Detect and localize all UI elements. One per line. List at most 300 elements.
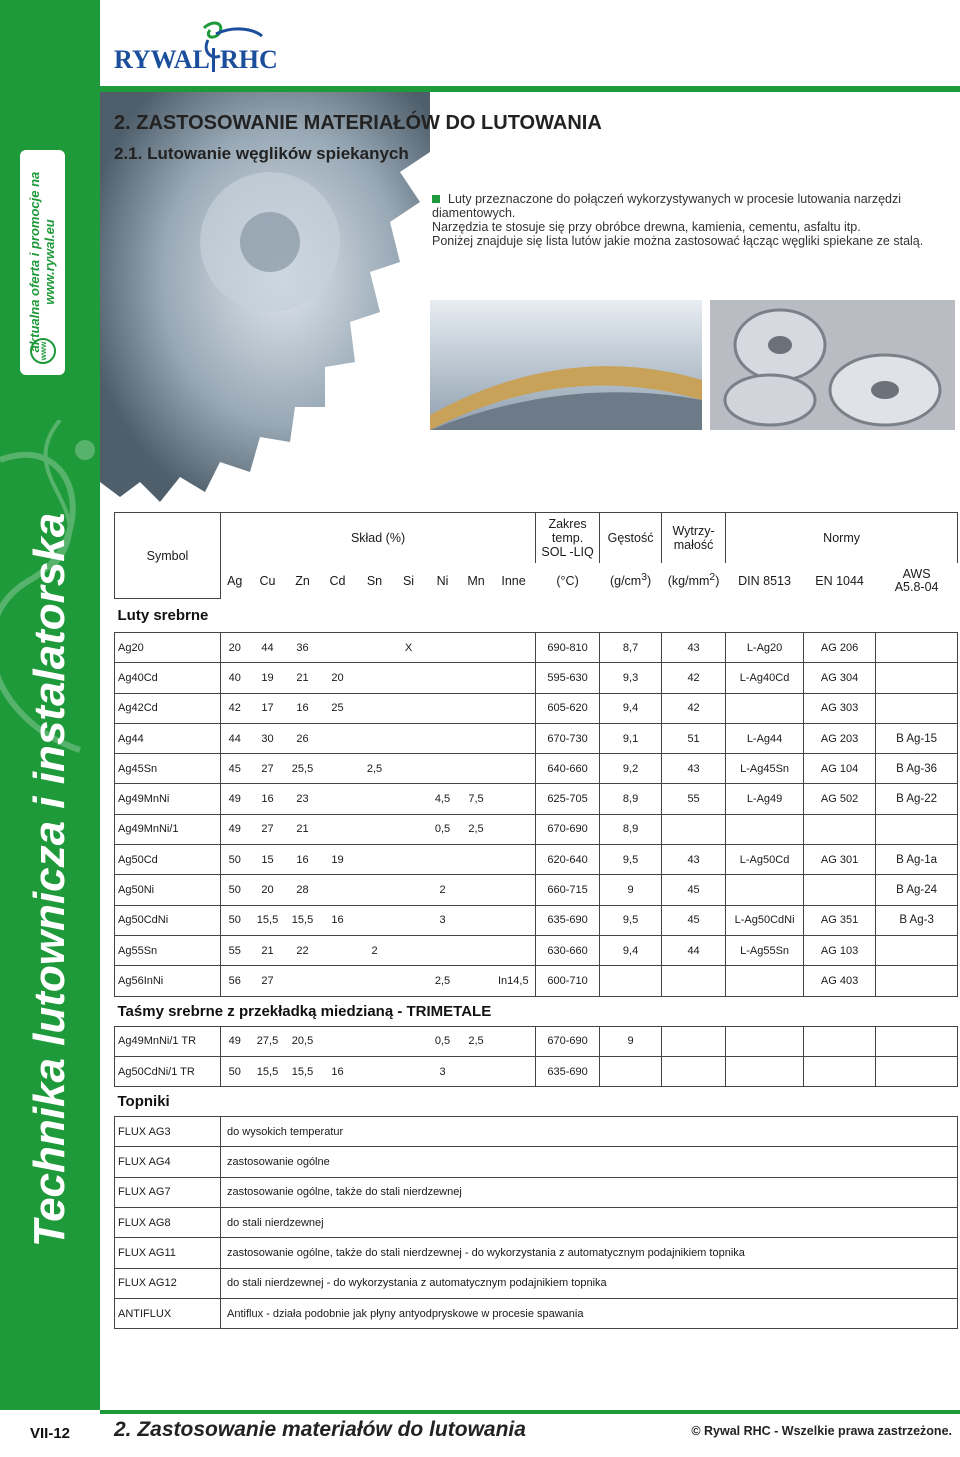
composition-cell: 15,5 bbox=[287, 905, 319, 935]
en-cell: AG 301 bbox=[804, 845, 876, 875]
composition-cell: 7,5 bbox=[461, 784, 492, 814]
strength-cell: 43 bbox=[662, 633, 726, 663]
composition-cell: 2,5 bbox=[425, 966, 461, 996]
composition-cell bbox=[357, 784, 393, 814]
composition-cell: 26 bbox=[287, 723, 319, 753]
strength-cell: 44 bbox=[662, 935, 726, 965]
copyright-notice: © Rywal RHC - Wszelkie prawa zastrzeżone. bbox=[691, 1424, 952, 1438]
table-row bbox=[115, 1177, 958, 1207]
symbol-cell: Ag49MnNi bbox=[115, 784, 221, 814]
table-row bbox=[115, 784, 958, 814]
flux-description-cell: zastosowanie ogólne, także do stali nierdzewnej - do wykorzystania z automatycznym podajnikiem topnika bbox=[221, 1238, 958, 1268]
composition-cell bbox=[461, 905, 492, 935]
symbol-cell: Ag50CdNi/1 TR bbox=[115, 1056, 221, 1086]
composition-cell: 20 bbox=[249, 875, 287, 905]
en-cell: AG 403 bbox=[804, 966, 876, 996]
promo-banner[interactable] bbox=[20, 150, 65, 375]
density-cell: 9 bbox=[600, 1026, 662, 1056]
composition-cell bbox=[357, 633, 393, 663]
strength-cell: 45 bbox=[662, 905, 726, 935]
diamond-saw-segment-photo bbox=[430, 300, 702, 430]
composition-cell bbox=[319, 633, 357, 663]
element-header: Cd bbox=[329, 573, 346, 588]
strength-cell: 43 bbox=[662, 845, 726, 875]
composition-cell: 27 bbox=[249, 966, 287, 996]
table-row bbox=[115, 845, 958, 875]
composition-cell: 50 bbox=[221, 875, 249, 905]
table-row bbox=[115, 905, 958, 935]
composition-cell bbox=[357, 814, 393, 844]
composition-cell: 3 bbox=[425, 1056, 461, 1086]
composition-cell bbox=[357, 905, 393, 935]
section-silver-solders: Luty srebrne bbox=[117, 607, 209, 624]
en-cell bbox=[804, 814, 876, 844]
density-cell: 9 bbox=[600, 875, 662, 905]
temp-cell: 660-715 bbox=[536, 875, 600, 905]
aws-cell: B Ag-3 bbox=[876, 905, 958, 935]
en-cell: AG 103 bbox=[804, 935, 876, 965]
din-cell bbox=[726, 1026, 804, 1056]
temperature-header: Zakres temp. SOL -LIQ bbox=[536, 513, 600, 563]
density-cell bbox=[600, 1056, 662, 1086]
composition-cell bbox=[425, 845, 461, 875]
grinding-wheels-photo bbox=[710, 300, 955, 430]
aws-cell: B Ag-36 bbox=[876, 754, 958, 784]
composition-cell: 56 bbox=[221, 966, 249, 996]
din-cell bbox=[726, 814, 804, 844]
composition-cell: 49 bbox=[221, 814, 249, 844]
flux-symbol-cell: FLUX AG4 bbox=[115, 1147, 221, 1177]
temp-cell: 670-730 bbox=[536, 723, 600, 753]
symbol-cell: Ag45Sn bbox=[115, 754, 221, 784]
symbol-cell: Ag56InNi bbox=[115, 966, 221, 996]
intro-text: Luty przeznaczone do połączeń wykorzystywanych w procesie lutowania narzędzi diamentowych. Narzędzia te stosuje się przy obróbce drewna, kamienia, cementu, asfaltu itp. Poniżej znajduje się lista lutów jakie można zastosować łącząc węgliki spiekane ze stalą. bbox=[432, 192, 924, 248]
din-cell: L-Ag55Sn bbox=[726, 935, 804, 965]
composition-cell: 15,5 bbox=[287, 1056, 319, 1086]
composition-cell bbox=[425, 663, 461, 693]
element-header: Mn bbox=[467, 573, 485, 588]
composition-cell bbox=[357, 1026, 393, 1056]
temp-cell: 635-690 bbox=[536, 1056, 600, 1086]
composition-cell: 17 bbox=[249, 693, 287, 723]
composition-cell: 49 bbox=[221, 1026, 249, 1056]
symbol-cell: Ag40Cd bbox=[115, 663, 221, 693]
section-title: 2. ZASTOSOWANIE MATERIAŁÓW DO LUTOWANIA bbox=[114, 112, 602, 134]
flux-symbol-cell: FLUX AG8 bbox=[115, 1208, 221, 1238]
element-header: Cu bbox=[259, 573, 276, 588]
density-cell: 9,5 bbox=[600, 905, 662, 935]
en-cell: AG 351 bbox=[804, 905, 876, 935]
symbol-cell: Ag50Ni bbox=[115, 875, 221, 905]
table-row bbox=[115, 1208, 958, 1238]
composition-cell bbox=[492, 875, 536, 905]
symbol-cell: Ag55Sn bbox=[115, 935, 221, 965]
density-cell: 8,9 bbox=[600, 784, 662, 814]
flux-description-cell: zastosowanie ogólne, także do stali nierdzewnej bbox=[221, 1177, 958, 1207]
composition-cell bbox=[357, 723, 393, 753]
fluxes-body bbox=[115, 1117, 958, 1329]
footer-title: 2. Zastosowanie materiałów do lutowania bbox=[114, 1418, 526, 1441]
table-row bbox=[115, 754, 958, 784]
composition-cell bbox=[357, 663, 393, 693]
temp-cell: 620-640 bbox=[536, 845, 600, 875]
table-row bbox=[115, 1268, 958, 1298]
page-number: VII-12 bbox=[29, 1425, 71, 1442]
composition-cell: 16 bbox=[319, 1056, 357, 1086]
composition-cell bbox=[461, 723, 492, 753]
composition-cell: 30 bbox=[249, 723, 287, 753]
en-cell: AG 502 bbox=[804, 784, 876, 814]
composition-cell bbox=[461, 845, 492, 875]
table-row bbox=[115, 1298, 958, 1328]
en-cell bbox=[804, 1056, 876, 1086]
strength-cell: 51 bbox=[662, 723, 726, 753]
composition-cell bbox=[461, 966, 492, 996]
composition-cell: In14,5 bbox=[492, 966, 536, 996]
composition-cell: 2,5 bbox=[461, 1026, 492, 1056]
composition-cell bbox=[319, 814, 357, 844]
composition-cell bbox=[492, 1026, 536, 1056]
din-cell bbox=[726, 693, 804, 723]
composition-cell: 16 bbox=[249, 784, 287, 814]
aws-cell bbox=[876, 663, 958, 693]
norm-din-header: DIN 8513 bbox=[738, 573, 791, 588]
strength-cell bbox=[662, 966, 726, 996]
flux-symbol-cell: FLUX AG7 bbox=[115, 1177, 221, 1207]
composition-cell bbox=[492, 693, 536, 723]
composition-cell bbox=[492, 845, 536, 875]
temp-cell: 630-660 bbox=[536, 935, 600, 965]
composition-cell: 42 bbox=[221, 693, 249, 723]
strength-cell: 42 bbox=[662, 663, 726, 693]
din-cell bbox=[726, 875, 804, 905]
density-header: Gęstość bbox=[600, 513, 662, 563]
composition-cell bbox=[393, 875, 425, 905]
composition-cell bbox=[492, 663, 536, 693]
strength-cell bbox=[662, 1026, 726, 1056]
din-cell: L-Ag49 bbox=[726, 784, 804, 814]
density-cell: 9,4 bbox=[600, 935, 662, 965]
composition-cell: 19 bbox=[249, 663, 287, 693]
temp-cell: 600-710 bbox=[536, 966, 600, 996]
composition-cell: 20,5 bbox=[287, 1026, 319, 1056]
table-row bbox=[115, 723, 958, 753]
composition-cell: X bbox=[393, 633, 425, 663]
composition-cell bbox=[393, 784, 425, 814]
en-cell: AG 206 bbox=[804, 633, 876, 663]
section-trimetal: Taśmy srebrne z przekładką miedzianą - TRIMETALE bbox=[117, 1002, 492, 1020]
composition-cell: 22 bbox=[287, 935, 319, 965]
temp-cell: 595-630 bbox=[536, 663, 600, 693]
composition-cell: 36 bbox=[287, 633, 319, 663]
symbol-cell: Ag49MnNi/1 bbox=[115, 814, 221, 844]
density-cell: 8,7 bbox=[600, 633, 662, 663]
en-cell: AG 303 bbox=[804, 693, 876, 723]
aws-cell bbox=[876, 693, 958, 723]
strength-cell: 42 bbox=[662, 693, 726, 723]
table-row bbox=[115, 693, 958, 723]
temp-cell: 670-690 bbox=[536, 1026, 600, 1056]
flux-symbol-cell: FLUX AG12 bbox=[115, 1268, 221, 1298]
composition-cell: 20 bbox=[221, 633, 249, 663]
composition-cell: 25 bbox=[319, 693, 357, 723]
composition-cell bbox=[319, 784, 357, 814]
element-header: Inne bbox=[501, 573, 526, 588]
aws-cell: B Ag-1a bbox=[876, 845, 958, 875]
flux-symbol-cell: FLUX AG3 bbox=[115, 1117, 221, 1147]
element-header: Zn bbox=[295, 573, 310, 588]
svg-text:RYWAL: RYWAL bbox=[114, 45, 210, 74]
composition-cell: 25,5 bbox=[287, 754, 319, 784]
composition-cell bbox=[393, 935, 425, 965]
norm-aws-header: AWS A5.8-04 bbox=[894, 566, 939, 594]
composition-cell: 27,5 bbox=[249, 1026, 287, 1056]
composition-cell: 16 bbox=[287, 693, 319, 723]
din-cell bbox=[726, 966, 804, 996]
element-header: Ag bbox=[221, 563, 249, 599]
aws-cell: B Ag-15 bbox=[876, 723, 958, 753]
composition-cell bbox=[319, 875, 357, 905]
din-cell: L-Ag50Cd bbox=[726, 845, 804, 875]
composition-cell: 4,5 bbox=[425, 784, 461, 814]
composition-cell bbox=[425, 633, 461, 663]
aws-cell: B Ag-22 bbox=[876, 784, 958, 814]
table-row bbox=[115, 633, 958, 663]
composition-cell bbox=[319, 966, 357, 996]
composition-cell: 2,5 bbox=[461, 814, 492, 844]
composition-cell: 50 bbox=[221, 1056, 249, 1086]
composition-cell bbox=[492, 1056, 536, 1086]
composition-cell: 2 bbox=[357, 935, 393, 965]
flux-description-cell: do stali nierdzewnej bbox=[221, 1208, 958, 1238]
composition-cell bbox=[461, 1056, 492, 1086]
composition-cell: 16 bbox=[319, 905, 357, 935]
composition-cell: 27 bbox=[249, 814, 287, 844]
composition-cell bbox=[492, 905, 536, 935]
en-cell: AG 304 bbox=[804, 663, 876, 693]
composition-cell: 19 bbox=[319, 845, 357, 875]
temp-cell: 635-690 bbox=[536, 905, 600, 935]
din-cell: L-Ag50CdNi bbox=[726, 905, 804, 935]
flux-description-cell: do stali nierdzewnej - do wykorzystania z automatycznym podajnikiem topnika bbox=[221, 1268, 958, 1298]
temperature-unit: (°C) bbox=[556, 573, 579, 588]
composition-cell bbox=[425, 754, 461, 784]
composition-cell: 21 bbox=[287, 663, 319, 693]
sidebar bbox=[0, 0, 100, 1410]
flux-description-cell: zastosowanie ogólne bbox=[221, 1147, 958, 1177]
table-row bbox=[115, 814, 958, 844]
composition-cell bbox=[461, 875, 492, 905]
promo-text: aktualna oferta i promocje na www.rywal.eu bbox=[27, 171, 57, 353]
composition-cell bbox=[319, 935, 357, 965]
footer-stripe bbox=[100, 1410, 960, 1414]
composition-cell bbox=[393, 723, 425, 753]
composition-cell: 49 bbox=[221, 784, 249, 814]
composition-cell bbox=[492, 633, 536, 663]
en-cell: AG 104 bbox=[804, 754, 876, 784]
norm-en-header: EN 1044 bbox=[815, 573, 864, 588]
composition-cell bbox=[393, 663, 425, 693]
temp-cell: 625-705 bbox=[536, 784, 600, 814]
composition-cell: 15 bbox=[249, 845, 287, 875]
aws-cell bbox=[876, 935, 958, 965]
element-header: Ni bbox=[436, 573, 449, 588]
composition-cell: 27 bbox=[249, 754, 287, 784]
composition-cell bbox=[393, 845, 425, 875]
subsection-title: 2.1. Lutowanie węglików spiekanych bbox=[114, 144, 409, 163]
element-header: Si bbox=[402, 573, 415, 588]
composition-header: Skład (%) bbox=[221, 513, 536, 563]
composition-cell bbox=[393, 1056, 425, 1086]
composition-cell bbox=[461, 693, 492, 723]
norms-header: Normy bbox=[726, 513, 958, 563]
solder-table bbox=[114, 512, 956, 1329]
composition-cell bbox=[393, 814, 425, 844]
vertical-catalog-title: Technika lutownicza i instalatorska bbox=[25, 512, 74, 1248]
composition-cell: 15,5 bbox=[249, 1056, 287, 1086]
density-cell bbox=[600, 966, 662, 996]
composition-cell bbox=[357, 875, 393, 905]
composition-cell: 3 bbox=[425, 905, 461, 935]
table-row bbox=[115, 1117, 958, 1147]
composition-cell bbox=[319, 754, 357, 784]
composition-cell bbox=[357, 1056, 393, 1086]
composition-cell bbox=[461, 663, 492, 693]
table-row bbox=[115, 1147, 958, 1177]
composition-cell bbox=[425, 935, 461, 965]
composition-cell: 45 bbox=[221, 754, 249, 784]
composition-cell bbox=[287, 966, 319, 996]
composition-cell bbox=[393, 754, 425, 784]
element-header: Sn bbox=[366, 573, 383, 588]
composition-cell: 50 bbox=[221, 905, 249, 935]
composition-cell bbox=[319, 1026, 357, 1056]
density-unit: $(g/cm^3)$ bbox=[609, 572, 652, 589]
symbol-cell: Ag50CdNi bbox=[115, 905, 221, 935]
composition-cell bbox=[461, 935, 492, 965]
composition-cell bbox=[357, 693, 393, 723]
composition-cell bbox=[492, 935, 536, 965]
composition-cell: 0,5 bbox=[425, 814, 461, 844]
temp-cell: 670-690 bbox=[536, 814, 600, 844]
temp-cell: 640-660 bbox=[536, 754, 600, 784]
symbol-cell: Ag20 bbox=[115, 633, 221, 663]
composition-cell bbox=[461, 633, 492, 663]
aws-cell bbox=[876, 633, 958, 663]
density-cell: 9,2 bbox=[600, 754, 662, 784]
composition-cell: 2 bbox=[425, 875, 461, 905]
strength-cell bbox=[662, 814, 726, 844]
composition-cell bbox=[357, 966, 393, 996]
strength-cell bbox=[662, 1056, 726, 1086]
composition-cell bbox=[393, 966, 425, 996]
temp-cell: 605-620 bbox=[536, 693, 600, 723]
density-cell: 9,4 bbox=[600, 693, 662, 723]
composition-cell: 0,5 bbox=[425, 1026, 461, 1056]
composition-cell bbox=[425, 723, 461, 753]
table-row bbox=[115, 1026, 958, 1056]
table-row bbox=[115, 875, 958, 905]
flux-description-cell: do wysokich temperatur bbox=[221, 1117, 958, 1147]
composition-cell: 40 bbox=[221, 663, 249, 693]
composition-cell: 21 bbox=[249, 935, 287, 965]
strength-header: Wytrzy- małość bbox=[662, 513, 726, 563]
strength-cell: 45 bbox=[662, 875, 726, 905]
composition-cell: 2,5 bbox=[357, 754, 393, 784]
svg-text:RHC: RHC bbox=[220, 45, 278, 74]
din-cell: L-Ag44 bbox=[726, 723, 804, 753]
section-fluxes: Topniki bbox=[117, 1093, 170, 1111]
composition-cell: 44 bbox=[249, 633, 287, 663]
composition-cell bbox=[492, 814, 536, 844]
composition-cell bbox=[425, 693, 461, 723]
composition-cell bbox=[492, 723, 536, 753]
table-row bbox=[115, 663, 958, 693]
composition-cell bbox=[461, 754, 492, 784]
flux-symbol-cell: ANTIFLUX bbox=[115, 1298, 221, 1328]
table-row bbox=[115, 1238, 958, 1268]
composition-cell: 16 bbox=[287, 845, 319, 875]
din-cell: L-Ag45Sn bbox=[726, 754, 804, 784]
flux-symbol-cell: FLUX AG11 bbox=[115, 1238, 221, 1268]
density-cell: 9,5 bbox=[600, 845, 662, 875]
composition-cell bbox=[319, 723, 357, 753]
strength-cell: 55 bbox=[662, 784, 726, 814]
composition-cell bbox=[393, 1026, 425, 1056]
strength-cell: 43 bbox=[662, 754, 726, 784]
composition-cell: 55 bbox=[221, 935, 249, 965]
composition-cell bbox=[393, 905, 425, 935]
en-cell: AG 203 bbox=[804, 723, 876, 753]
www-globe-icon: www bbox=[30, 338, 56, 364]
composition-cell: 15,5 bbox=[249, 905, 287, 935]
symbol-cell: Ag49MnNi/1 TR bbox=[115, 1026, 221, 1056]
en-cell bbox=[804, 875, 876, 905]
strength-unit: $(kg/mm^2)$ bbox=[667, 572, 720, 589]
table-row bbox=[115, 935, 958, 965]
composition-cell: 28 bbox=[287, 875, 319, 905]
symbol-cell: Ag44 bbox=[115, 723, 221, 753]
rywal-rhc-logo bbox=[112, 20, 312, 80]
symbol-cell: Ag50Cd bbox=[115, 845, 221, 875]
composition-cell bbox=[492, 754, 536, 784]
density-cell: 9,1 bbox=[600, 723, 662, 753]
symbol-header: Symbol bbox=[115, 513, 221, 599]
aws-cell bbox=[876, 1056, 958, 1086]
composition-cell bbox=[393, 693, 425, 723]
aws-cell bbox=[876, 814, 958, 844]
aws-cell: B Ag-24 bbox=[876, 875, 958, 905]
composition-cell: 20 bbox=[319, 663, 357, 693]
density-cell: 9,3 bbox=[600, 663, 662, 693]
composition-cell bbox=[357, 845, 393, 875]
aws-cell bbox=[876, 1026, 958, 1056]
table-row bbox=[115, 966, 958, 996]
din-cell: L-Ag20 bbox=[726, 633, 804, 663]
density-cell: 8,9 bbox=[600, 814, 662, 844]
composition-cell: 44 bbox=[221, 723, 249, 753]
temp-cell: 690-810 bbox=[536, 633, 600, 663]
bullet-square-icon bbox=[432, 195, 440, 203]
symbol-cell: Ag42Cd bbox=[115, 693, 221, 723]
silver-solders-body bbox=[115, 633, 958, 997]
composition-cell bbox=[492, 784, 536, 814]
trimetal-body bbox=[115, 1026, 958, 1087]
flux-description-cell: Antiflux - działa podobnie jak płyny antyodpryskowe w procesie spawania bbox=[221, 1298, 958, 1328]
din-cell: L-Ag40Cd bbox=[726, 663, 804, 693]
composition-cell: 23 bbox=[287, 784, 319, 814]
composition-cell: 50 bbox=[221, 845, 249, 875]
